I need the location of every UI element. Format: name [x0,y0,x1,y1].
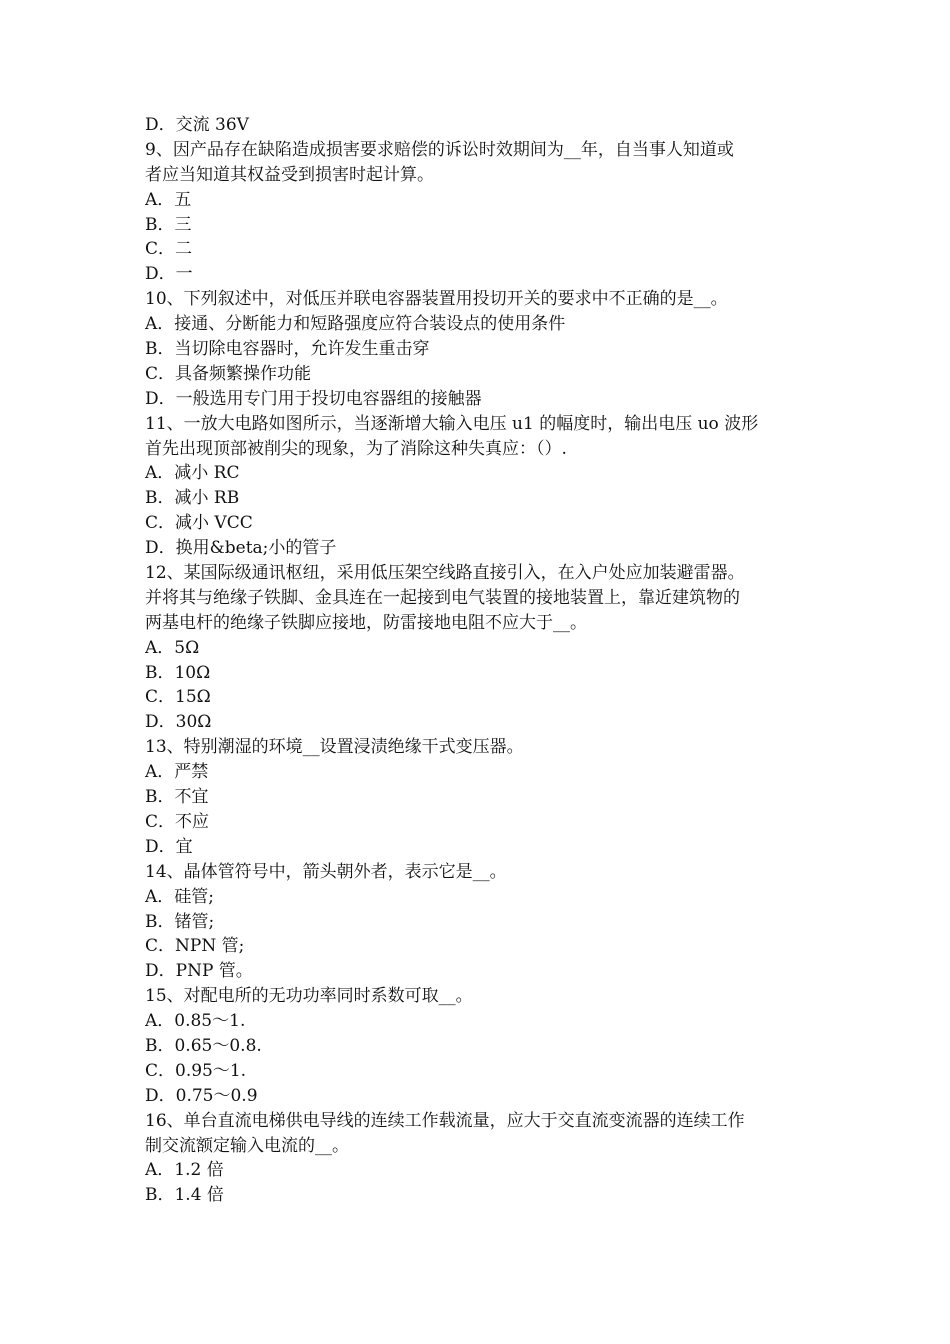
question-line: 两基电杆的绝缘子铁脚应接地，防雷接地电阻不应大于__。 [145,612,587,633]
option-line: D．宜 [145,836,193,857]
option-line: B．不宜 [145,787,209,808]
option-line: B．三 [145,214,192,235]
question-line: 11、一放大电路如图所示，当逐渐增大输入电压 u1 的幅度时，输出电压 uo 波形 [145,413,759,434]
question-line: 并将其与绝缘子铁脚、金具连在一起接到电气装置的接地装置上，靠近建筑物的 [145,587,740,608]
question-line: 首先出现顶部被削尖的现象，为了消除这种失真应：（）. [145,438,567,459]
option-line: C．减小 VCC [145,513,253,534]
option-line: D．PNP 管。 [145,961,253,982]
option-line: D．0.75～0.9 [145,1085,258,1106]
option-line: B．减小 RB [145,488,240,509]
option-line: C．15Ω [145,687,211,708]
question-line: 15、对配电所的无功功率同时系数可取__。 [145,986,473,1007]
option-line: C．不应 [145,811,210,832]
option-line: A．五 [145,189,192,210]
option-line: A．严禁 [145,762,209,783]
document-page [145,113,815,1208]
option-line: D．换用&beta;小的管子 [145,538,337,559]
question-line: 9、因产品存在缺陷造成损害要求赔偿的诉讼时效期间为__年，自当事人知道或 [145,139,734,160]
option-line: D．一 [145,264,193,285]
option-line: C．二 [145,239,193,260]
option-line: A．5Ω [145,637,200,658]
option-line: C．NPN 管; [145,936,245,957]
option-line: A．硅管; [145,886,215,907]
option-line: B．当切除电容器时，允许发生重击穿 [145,339,430,360]
option-line: B．10Ω [145,662,211,683]
option-line: A．0.85～1. [145,1011,246,1032]
question-line: 13、特别潮湿的环境__设置浸渍绝缘干式变压器。 [145,737,524,758]
option-line: C．具备频繁操作功能 [145,363,312,384]
question-line: 制交流额定输入电流的__。 [145,1135,349,1156]
option-line: D．30Ω [145,712,212,733]
option-line: B．0.65～0.8. [145,1035,262,1056]
option-line: B．1.4 倍 [145,1185,224,1206]
option-line: D．交流 36V [145,115,249,135]
option-line: A．减小 RC [145,463,240,484]
option-line: D．一般选用专门用于投切电容器组的接触器 [145,388,482,409]
option-line: B．锗管; [145,911,215,932]
question-line: 10、下列叙述中，对低压并联电容器装置用投切开关的要求中不正确的是__。 [145,289,728,310]
option-line: A．1.2 倍 [145,1160,224,1181]
question-line: 16、单台直流电梯供电导线的连续工作载流量，应大于交直流变流器的连续工作 [145,1110,745,1131]
option-line: C．0.95～1. [145,1060,247,1081]
question-line: 12、某国际级通讯枢纽，采用低压架空线路直接引入，在入户处应加装避雷器。 [145,563,745,584]
option-line: A．接通、分断能力和短路强度应符合装设点的使用条件 [145,314,566,335]
question-line: 者应当知道其权益受到损害时起计算。 [145,164,434,185]
question-line: 14、晶体管符号中，箭头朝外者，表示它是__。 [145,861,507,882]
